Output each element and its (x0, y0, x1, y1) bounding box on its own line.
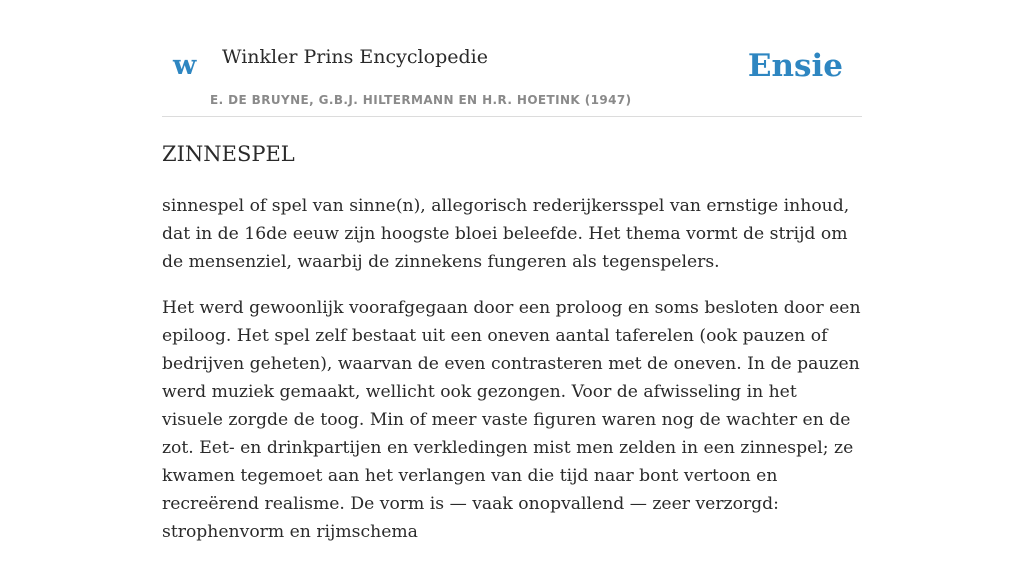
article-paragraph: sinnespel of spel van sinne(n), allegorisch rederijkersspel van ernstige inhoud, dat in de 16de eeuw zijn hoogste bloei beleefde. Het thema vormt de strijd om de mensenziel, waarbij de zinnekens fungeren als tegenspelers. (162, 196, 850, 272)
article-paragraph: Het werd gewoonlijk voorafgegaan door een proloog en soms besloten door een epiloog. Het spel zelf bestaat uit een oneven aantal taferelen (ook pauzen of bedrijven geheten), waarvan de even contrasteren met de oneven. In de pauzen werd muziek gemaakt, wellicht ook gezongen. Voor de afwisseling in het visuele zorgde de toog. Min of meer vaste figuren waren nog de wachter en de zot. Eet- en drinkpartijen en verkledingen mist men zelden in een zinnespel; ze kwamen tegemoet aan het verlangen van die tijd naar bont vertoon en recreërend realisme. De vorm is — vaak onopvallend — zeer verzorgd: strophenvorm en rijmschema (162, 298, 861, 542)
article-body (162, 192, 862, 564)
article-title: ZINNESPEL (162, 142, 295, 166)
site-title[interactable]: Winkler Prins Encyclopedie (222, 46, 488, 68)
site-header (162, 0, 862, 117)
site-logo[interactable]: w (173, 50, 197, 81)
source-authors: E. DE BRUYNE, G.B.J. HILTERMANN EN H.R. HOETINK (1947) (210, 93, 632, 107)
brand-logo[interactable]: Ensie (747, 48, 843, 84)
article-page (162, 0, 862, 542)
